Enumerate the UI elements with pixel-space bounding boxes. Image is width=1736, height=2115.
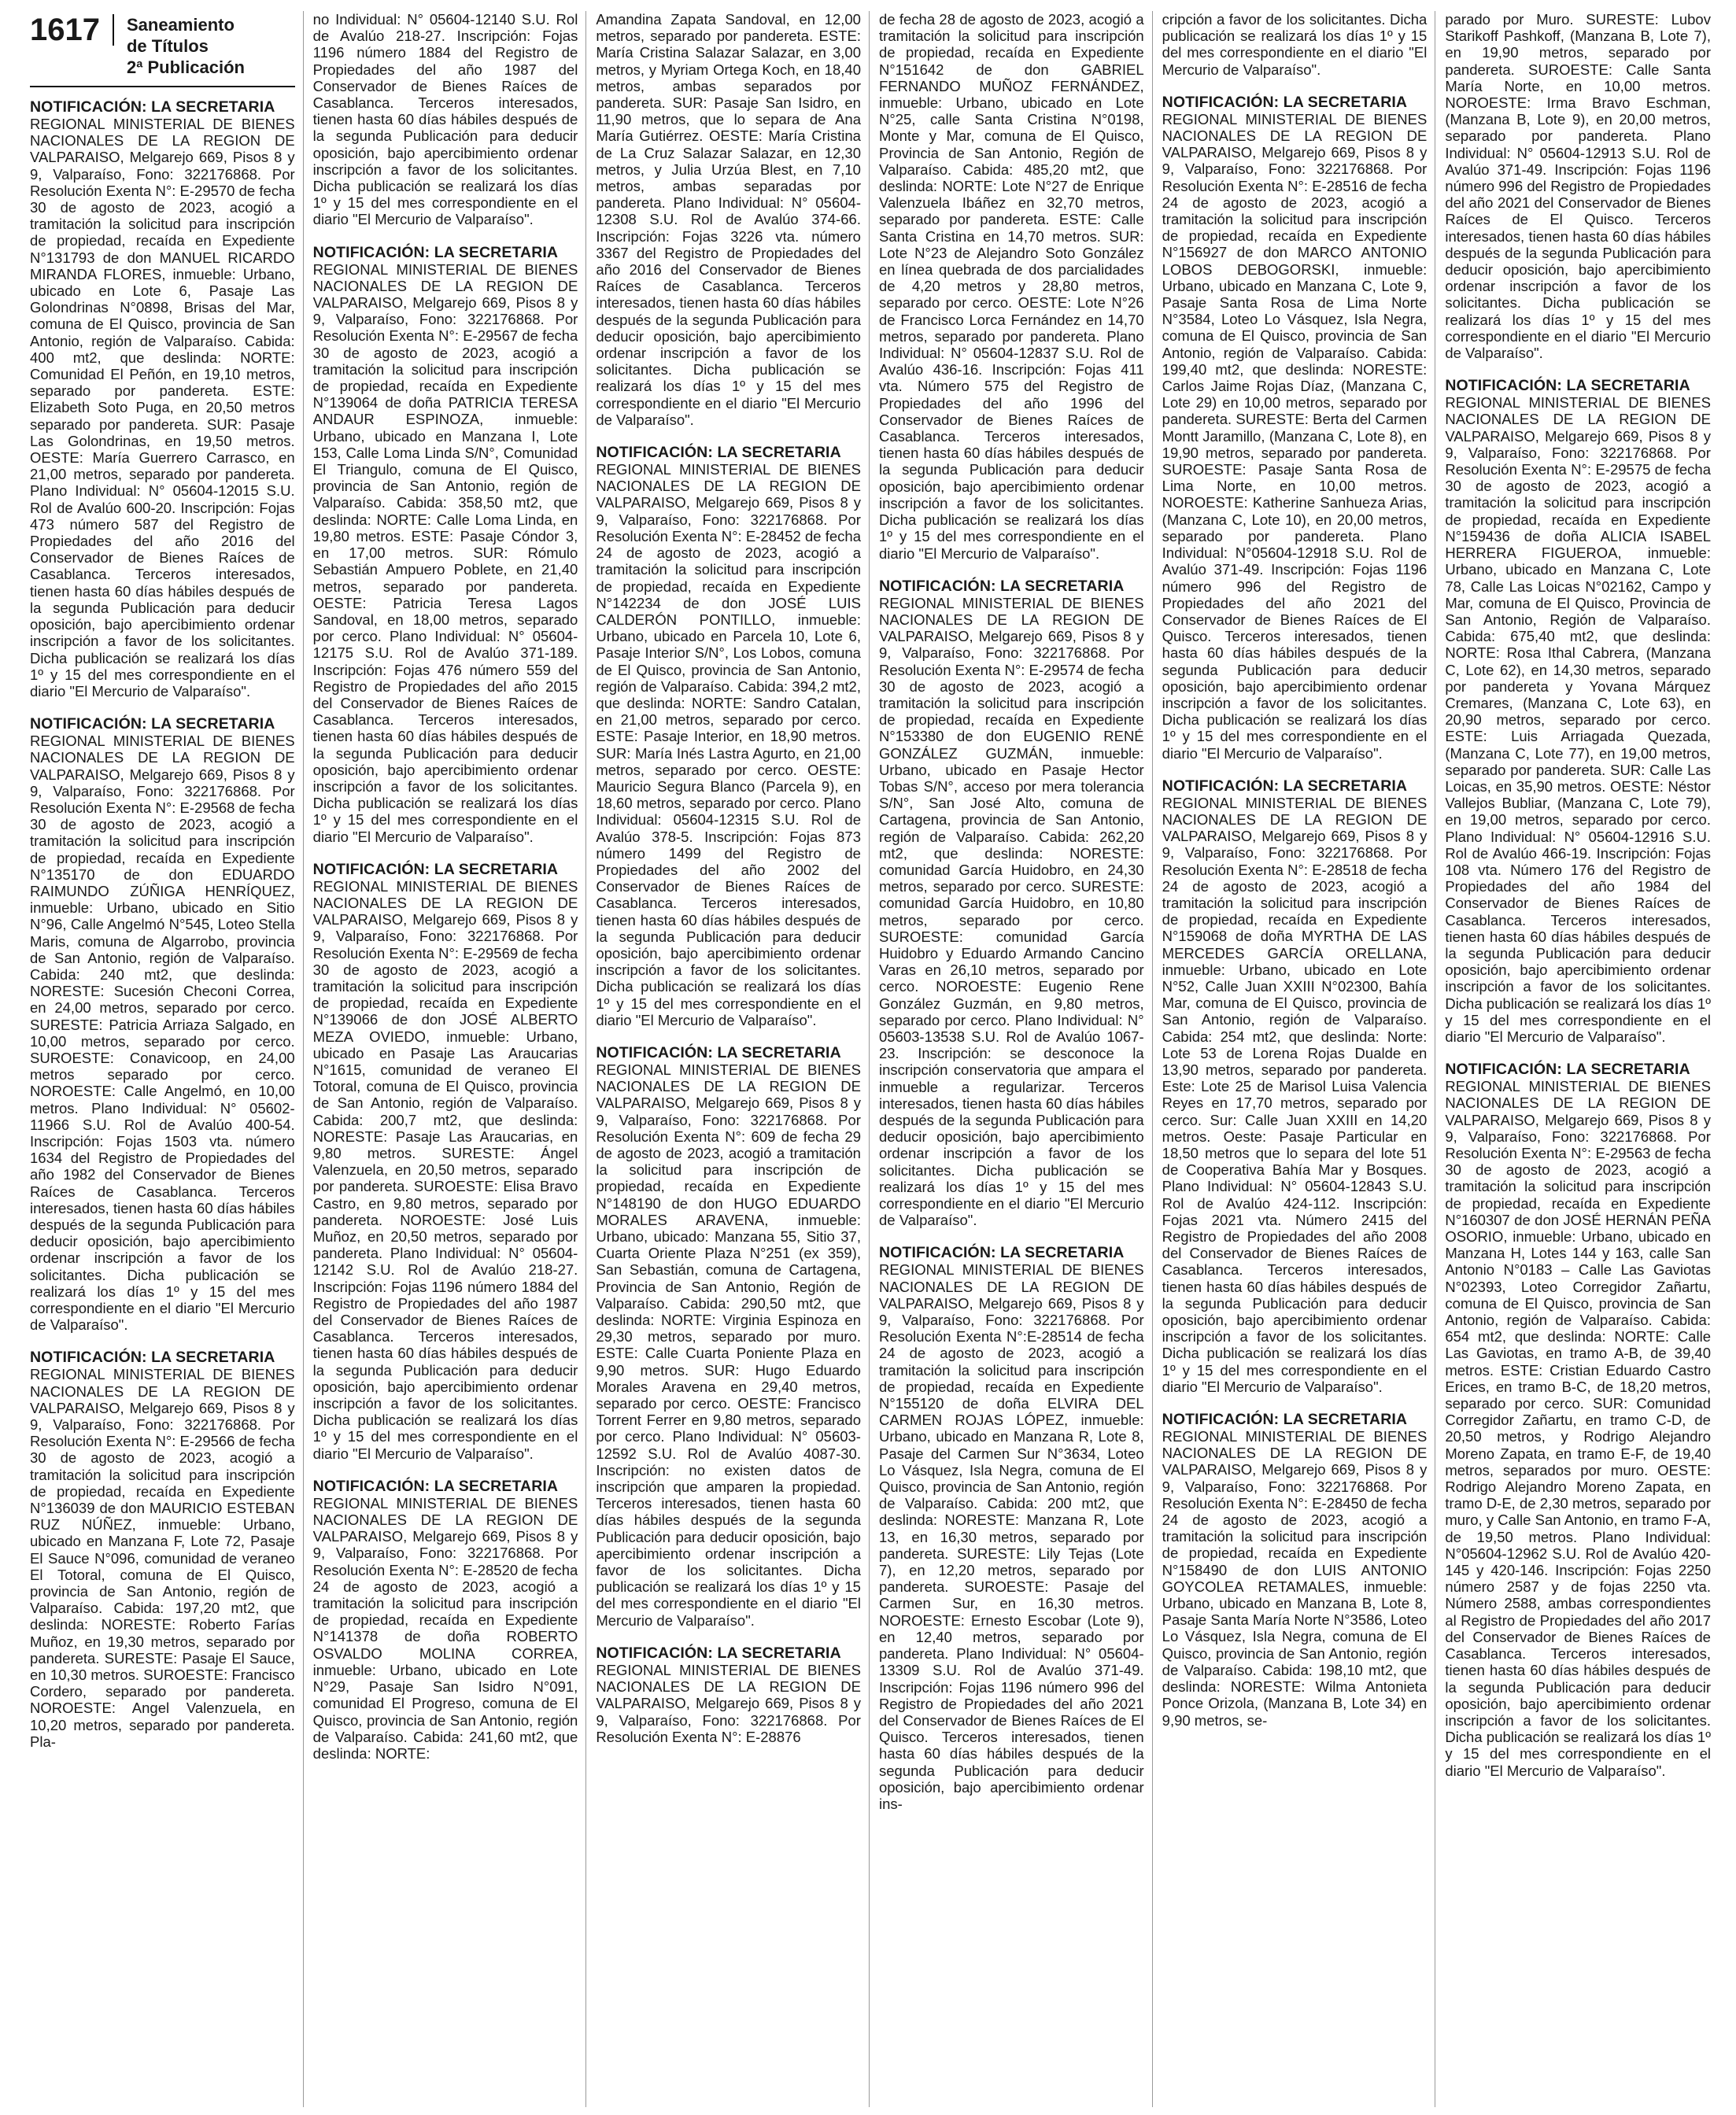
notice-body: REGIONAL MINISTERIAL DE BIENES NACIONALES DE LA REGION DE VALPARAISO, Melgarejo 669, Pisos 8 y 9, Valparaíso, Fono: 322176868. Por Resolución Exenta N°: E-29567 de fecha 30 de agosto de 2023, acogió a tramitación la solicitud para inscripción de propiedad, recaída en Expediente N°139064 de doña PATRICIA TERESA ANDAUR ESPINOZA, inmueble: Urbano, ubicado en Manzana I, Lote 153, Calle Loma Linda S/N°, Comunidad El Triangulo, comuna de El Quisco, provincia de San Antonio, región de Valparaíso. Cabida: 358,50 mt2, que deslinda: NORTE: Calle Loma Linda, en 19,80 metros. ESTE: Pasaje Cóndor 3, en 17,00 metros. SUR: Rómulo Sebastián Ampuero Poblete, en 21,40 metros, separado por pandereta. OESTE: Patricia Teresa Lagos Sandoval, en 18,00 metros, separado por cerco. Plano Individual: N° 05604-12175 S.U. Rol de Avalúo 371-189. Inscripción: Fojas 476 número 559 del Registro de Propiedades del año 2015 del Conservador de Bienes Raíces de Casablanca. Terceros interesados, tienen hasta 60 días hábiles después de la segunda Publicación para deducir oposición, bajo apercibimiento ordenar inscripción a favor de los solicitantes. Dicha publicación se realizará los días 1º y 15 del mes correspondiente en el diario "El Mercurio de Valparaíso". [312, 260, 578, 845]
notice-body: REGIONAL MINISTERIAL DE BIENES NACIONALES DE LA REGION DE VALPARAISO, Melgarejo 669, Pisos 8 y 9, Valparaíso, Fono: 322176868. Por Resolución Exenta N°: 609 de fecha 29 de agosto de 2023, acogió a tramitación la solicitud para inscripción de propiedad, recaída en Expediente N°148190 de don HUGO EDUARDO MORALES ARAVENA, inmueble: Urbano, ubicado: Manzana 55, Sitio 37, Cuarta Oriente Plaza N°251 (ex 359), San Sebastián, comuna de Cartagena, Provincia de San Antonio, Región de Valparaíso. Cabida: 290,50 mt2, que deslinda: NORTE: Virginia Espinoza en 29,30 metros, separado por muro. ESTE: Calle Cuarta Poniente Plaza en 9,90 metros. SUR: Hugo Eduardo Morales Aravena en 29,40 metros, separado por cerco. OESTE: Francisco Torrent Ferrer en 9,80 metros, separado por cerco. Plano Individual: N° 05603-12592 S.U. Rol de Avalúo 4087-30. Inscripción: no existen datos de inscripción que amparen la propiedad. Terceros interesados, tienen hasta 60 días hábiles después de la segunda Publicación para deducir oposición, bajo apercibimiento ordenar inscripción a favor de los solicitantes. Dicha publicación se realizará los días 1º y 15 del mes correspondiente en el diario "El Mercurio de Valparaíso". [596, 1061, 861, 1629]
notice-title: NOTIFICACIÓN: LA SECRETARIA [1162, 777, 1408, 795]
notice-body: REGIONAL MINISTERIAL DE BIENES NACIONALES DE LA REGION DE VALPARAISO, Melgarejo 669, Pisos 8 y 9, Valparaíso, Fono: 322176868. Por Resolución Exenta N°: E-28518 de fecha 24 de agosto de 2023, acogió a tramitación la solicitud para inscripción de propiedad, recaída en Expediente N°159068 de doña MYRTHA DE LAS MERCEDES GARCÍA ORELLANA, inmueble: Urbano, ubicado en Lote N°52, Calle Juan XXIII N°02300, Bahía Mar, comuna de El Quisco, provincia de San Antonio, región de Valparaíso. Cabida: 254 mt2, que deslinda: Norte: Lote 53 de Lorena Rojas Dualde en 13,90 metros, separado por pandereta. Este: Lote 25 de Marisol Luisa Valencia Reyes en 17,70 metros, separado por cerco. Sur: Calle Juan XXIII en 14,20 metros. Oeste: Pasaje Particular en 18,50 metros que lo separa del lote 51 de Cooperativa Bahía Mar y Bosques. Plano Individual: N° 05604-12843 S.U. Rol de Avalúo 424-112. Inscripción: Fojas 2021 vta. Número 2415 del Registro de Propiedades del año 2008 del Conservador de Bienes Raíces de Casablanca. Terceros interesados, tienen hasta 60 días hábiles después de la segunda Publicación para deducir oposición, bajo apercibimiento ordenar inscripción a favor de los solicitantes. Dicha publicación se realizará los días 1º y 15 del mes correspondiente en el diario "El Mercurio de Valparaíso". [1162, 794, 1428, 1395]
notice-title: NOTIFICACIÓN: LA SECRETARIA [1445, 377, 1690, 395]
notice-body: Amandina Zapata Sandoval, en 12,00 metros, separado por pandereta. ESTE: María Cristina Salazar Salazar, en 3,00 metros, y Myriam Ortega Koch, en 18,40 metros, ambas separados por pandereta. SUR: Pasaje San Isidro, en 11,90 metros, que lo separa de Ana María Gutiérrez. OESTE: María Cristina de La Cruz Salazar Salazar, en 12,30 metros, y Julia Urzúa Blest, en 7,10 metros, ambas separadas por pandereta. Plano Individual: N° 05604-12308 S.U. Rol de Avalúo 374-66. Inscripción: Fojas 3226 vta. número 3367 del Registro de Propiedades del año 2016 del Conservador de Bienes Raíces de Casablanca. Terceros interesados, tienen hasta 60 días hábiles después de la segunda Publicación para deducir oposición, bajo apercibimiento ordenar inscripción a favor de los solicitantes. Dicha publicación se realizará los días 1º y 15 del mes correspondiente en el diario "El Mercurio de Valparaíso". [596, 11, 861, 428]
notice-body: REGIONAL MINISTERIAL DE BIENES NACIONALES DE LA REGION DE VALPARAISO, Melgarejo 669, Pisos 8 y 9, Valparaíso, Fono: 322176868. Por Resolución Exenta N°: E-28452 de fecha 24 de agosto de 2023, acogió a tramitación la solicitud para inscripción de propiedad, recaída en Expediente N°142234 de don JOSÉ LUIS CALDERÓN PONTILLO, inmueble: Urbano, ubicado en Parcela 10, Lote 6, Pasaje Interior S/N°, Los Lobos, comuna de El Quisco, provincia de San Antonio, región de Valparaíso. Cabida: 394,2 mt2, que deslinda: NORTE: Sandro Catalan, en 21,00 metros, separado por cerco. ESTE: Pasaje Interior, en 18,90 metros. SUR: María Inés Lastra Agurto, en 21,00 metros, separado por cerco. OESTE: Mauricio Segura Blanco (Parcela 9), en 18,60 metros, separado por cerco. Plano Individual: 05604-12315 S.U. Rol de Avalúo 378-5. Inscripción: Fojas 873 número 1499 del Registro de Propiedades del año 2002 del Conservador de Bienes Raíces de Casablanca. Terceros interesados, tienen hasta 60 días hábiles después de la segunda Publicación para deducir oposición, bajo apercibimiento ordenar inscripción a favor de los solicitantes. Dicha publicación se realizará los días 1º y 15 del mes correspondiente en el diario "El Mercurio de Valparaíso". [596, 461, 861, 1028]
notice-body: de fecha 28 de agosto de 2023, acogió a tramitación la solicitud para inscripción de propiedad, recaída en Expediente N°151642 de don GABRIEL FERNANDO MUÑOZ FERNÁNDEZ, inmueble: Urbano, ubicado en Lote N°25, calle Santa Cristina N°0198, Monte y Mar, comuna de El Quisco, Provincia de San Antonio, Región de Valparaíso. Cabida: 485,20 mt2, que deslinda: NORTE: Lote N°27 de Enrique Valenzuela Ibáñez en 32,70 metros, separado por pandereta. ESTE: Calle Santa Cristina en 14,70 metros. SUR: Lote N°23 de Alejandro Soto González en línea quebrada de dos parcialidades de 4,20 metros y 28,80 metros, separado por cerco. OESTE: Lote N°26 de Francisco Lorca Fernández en 14,70 metros, separado por pandereta. Plano Individual: N° 05604-12837 S.U. Rol de Avalúo 436-16. Inscripción: Fojas 411 vta. Número 575 del Registro de Propiedades del año 1996 del Conservador de Bienes Raíces de Casablanca. Terceros interesados, tienen hasta 60 días hábiles después de la segunda Publicación para deducir oposición, bajo apercibimiento ordenar inscripción a favor de los solicitantes. Dicha publicación se realizará los días 1º y 15 del mes correspondiente en el diario "El Mercurio de Valparaíso". [878, 11, 1144, 562]
notice-body: no Individual: N° 05604-12140 S.U. Rol de Avalúo 218-27. Inscripción: Fojas 1196 número 1884 del Registro de Propiedades del año 1987 del Conservador de Bienes Raíces de Casablanca. Terceros interesados, tienen hasta 60 días hábiles después de la segunda Publicación para deducir oposición, bajo apercibimiento ordenar inscripción a favor de los solicitantes. Dicha publicación se realizará los días 1º y 15 del mes correspondiente en el diario "El Mercurio de Valparaíso". [312, 11, 578, 228]
notice [596, 1644, 861, 1745]
notice [313, 1478, 578, 1762]
notice [30, 98, 295, 699]
notice-title: NOTIFICACIÓN: LA SECRETARIA [878, 577, 1125, 595]
notice [1162, 777, 1428, 1395]
notice-body: REGIONAL MINISTERIAL DE BIENES NACIONALES DE LA REGION DE VALPARAISO, Melgarejo 669, Pisos 8 y 9, Valparaíso, Fono: 322176868. Por Resolución Exenta N°: E-28516 de fecha 24 de agosto de 2023, acogió a tramitación la solicitud para inscripción de propiedad, recaída en Expediente N°156927 de don MARCO ANTONIO LOBOS DEBOGORSKI, inmueble: Urbano, ubicado en Manzana C, Lote 9, Pasaje Santa Rosa de Lima Norte N°3584, Loteo Lo Vásquez, Isla Negra, comuna de El Quisco, provincia de San Antonio, región de Valparaíso. Cabida: 199,40 mt2, que deslinda: NORESTE: Carlos Jaime Rojas Díaz, (Manzana C, Lote 29) en 10,00 metros, separado por pandereta. SURESTE: Berta del Carmen Montt Jaramillo, (Manzana C, Lote 8), en 19,90 metros, separado por pandereta. SUROESTE: Pasaje Santa Rosa de Lima Norte, en 10,00 metros. NOROESTE: Katherine Sanhueza Arias, (Manzana C, Lote 10), en 20,00 metros, separado por pandereta. Plano Individual: N°05604-12918 S.U. Rol de Avalúo 371-49. Inscripción: Fojas 1196 número 996 del Registro de Propiedades del año 2021 del Conservador de Bienes Raíces de El Quisco. Terceros interesados, tienen hasta 60 días hábiles después de la segunda Publicación para deducir oposición, bajo apercibimiento ordenar inscripción a favor de los solicitantes. Dicha publicación se realizará los días 1º y 15 del mes correspondiente en el diario "El Mercurio de Valparaíso". [1162, 110, 1428, 762]
notice-title: NOTIFICACIÓN: LA SECRETARIA [596, 444, 841, 462]
notice [596, 444, 861, 1028]
notice-body: REGIONAL MINISTERIAL DE BIENES NACIONALES DE LA REGION DE VALPARAISO, Melgarejo 669, Pisos 8 y 9, Valparaíso, Fono: 322176868. Por Resolución Exenta N°: E-29563 de fecha 30 de agosto de 2023, acogió a tramitación la solicitud para inscripción de propiedad, recaída en Expediente N°160307 de don JOSÉ HERNÁN PEÑA OSORIO, inmueble: Urbano, ubicado en Manzana H, Lotes 144 y 163, calle San Antonio N°0183 – Calle Las Gaviotas N°02393, Loteo Corregidor Zañartu, comuna de El Quisco, provincia de San Antonio, región de Valparaíso. Cabida: 654 mt2, que deslinda: NORTE: Calle Las Gaviotas, en tramo A-B, de 39,40 metros. ESTE: Cristian Eduardo Castro Erices, en tramo B-C, de 18,20 metros, separado por cerco. SUR: Comunidad Corregidor Zañartu, en tramo C-D, de 20,50 metros, y Rodrigo Alejandro Moreno Zapata, en tramo E-F, de 19,40 metros, separados por muro. OESTE: Rodrigo Alejandro Moreno Zapata, en tramo D-E, de 2,30 metros, separado por muro, y Calle San Antonio, en tramo F-A, de 19,50 metros. Plano Individual: N°05604-12962 S.U. Rol de Avalúo 420-145 y 420-146. Inscripción: Fojas 2250 número 2587 y de fojas 2250 vta. Número 2588, ambas correspondientes al Registro de Propiedades del año 2017 del Conservador de Bienes Raíces de Casablanca. Terceros interesados, tienen hasta 60 días hábiles después de la segunda Publicación para deducir oposición, bajo apercibimiento ordenar inscripción a favor de los solicitantes. Dicha publicación se realizará los días 1º y 15 del mes correspondiente en el diario "El Mercurio de Valparaíso". [1445, 1078, 1711, 1779]
notice-body: REGIONAL MINISTERIAL DE BIENES NACIONALES DE LA REGION DE VALPARAISO, Melgarejo 669, Pisos 8 y 9, Valparaíso, Fono: 322176868. Por Resolución Exenta N°: E-29569 de fecha 30 de agosto de 2023, acogió a tramitación la solicitud para inscripción de propiedad, recaída en Expediente N°139066 de don JOSÉ ALBERTO MEZA OVIEDO, inmueble: Urbano, ubicado en Pasaje Las Araucarias N°1615, comunidad de veraneo El Totoral, comuna de El Quisco, provincia de San Antonio, región de Valparaíso. Cabida: 200,7 mt2, que deslinda: NORESTE: Pasaje Las Araucarias, en 9,80 metros. SURESTE: Ángel Valenzuela, en 20,50 metros, separado por pandereta. SUROESTE: Elisa Bravo Castro, en 9,80 metros, separado por pandereta. NOROESTE: José Luis Muñoz, en 20,50 metros, separado por pandereta. Plano Individual: N° 05604-12142 S.U. Rol de Avalúo 218-27. Inscripción: Fojas 1196 número 1884 del Registro de Propiedades del año 1987 del Conservador de Bienes Raíces de Casablanca. Terceros interesados, tienen hasta 60 días hábiles después de la segunda Publicación para deducir oposición, bajo apercibimiento ordenar inscripción a favor de los solicitantes. Dicha publicación se realizará los días 1º y 15 del mes correspondiente en el diario "El Mercurio de Valparaíso". [312, 877, 578, 1462]
notice-body: REGIONAL MINISTERIAL DE BIENES NACIONALES DE LA REGION DE VALPARAISO, Melgarejo 669, Pisos 8 y 9, Valparaíso, Fono: 322176868. Por Resolución Exenta N°: E-28450 de fecha 24 de agosto de 2023, acogió a tramitación la solicitud para inscripción de propiedad, recaída en Expediente N°158490 de don LUIS ANTONIO GOYCOLEA RETAMALES, inmueble: Urbano, ubicado en Manzana B, Lote 8, Pasaje Santa María Norte N°3586, Loteo Lo Vásquez, Isla Negra, comuna de El Quisco, provincia de San Antonio, región de Valparaíso. Cabida: 198,10 mt2, que deslinda: NORESTE: Wilma Antonieta Ponce Orizola, (Manzana B, Lote 34) en 9,90 metros, se- [1162, 1428, 1428, 1729]
notice [313, 861, 578, 1462]
notice [879, 11, 1144, 562]
column-6 [1445, 11, 1719, 2107]
notice [1445, 11, 1711, 361]
notice-title: NOTIFICACIÓN: LA SECRETARIA [312, 1477, 559, 1495]
column-2 [313, 11, 587, 2107]
section-title-block [127, 14, 245, 78]
section-header [30, 11, 295, 87]
notice-title: NOTIFICACIÓN: LA SECRETARIA [1162, 93, 1408, 111]
notice-title: NOTIFICACIÓN: LA SECRETARIA [1445, 1061, 1690, 1079]
notice-body: REGIONAL MINISTERIAL DE BIENES NACIONALES DE LA REGION DE VALPARAISO, Melgarejo 669, Pisos 8 y 9, Valparaíso, Fono: 322176868. Por Resolución Exenta N°: E-29570 de fecha 30 de agosto de 2023, acogió a tramitación la solicitud para inscripción de propiedad, recaída en Expediente N°131793 de don MANUEL RICARDO MIRANDA FLORES, inmueble: Urbano, ubicado en Lote 6, Pasaje Las Golondrinas N°0898, Brisas del Mar, comuna de El Quisco, provincia de San Antonio, región de Valparaíso. Cabida: 400 mt2, que deslinda: NORTE: Comunidad El Peñón, en 19,10 metros, separado por pandereta. ESTE: Elizabeth Soto Puga, en 20,50 metros separado por pandereta. SUR: Pasaje Las Golondrinas, en 19,50 metros. OESTE: María Guerrero Carrasco, en 21,00 metros, separado por pandereta. Plano Individual: N° 05604-12015 S.U. Rol de Avalúo 600-20. Inscripción: Fojas 473 número 587 del Registro de Propiedades del año 2016 del Conservador de Bienes Raíces de Casablanca. Terceros interesados, tienen hasta 60 días hábiles después de la segunda Publicación para deducir oposición, bajo apercibimiento ordenar inscripción a favor de los solicitantes. Dicha publicación se realizará los días 1º y 15 del mes correspondiente en el diario "El Mercurio de Valparaíso". [30, 116, 295, 699]
notice-body: REGIONAL MINISTERIAL DE BIENES NACIONALES DE LA REGION DE VALPARAISO, Melgarejo 669, Pisos 8 y 9, Valparaíso, Fono: 322176868. Por Resolución Exenta N°: E-29575 de fecha 30 de agosto de 2023, acogió a tramitación la solicitud para inscripción de propiedad, recaída en Expediente N°159436 de doña ALICIA ISABEL HERRERA FIGUEROA, inmueble: Urbano, ubicado en Manzana C, Lote 78, Calle Las Loicas N°02162, Campo y Mar, comuna de El Quisco, Provincia de San Antonio, Región de Valparaíso. Cabida: 675,40 mt2, que deslinda: NORTE: Rosa Ithal Cabrera, (Manzana C, Lote 62), en 14,30 metros, separado por pandereta y Yovana Márquez Cremares, (Manzana C, Lote 63), en 20,90 metros, separado por cerco. ESTE: Luis Arriagada Quezada, (Manzana C, Lote 77), en 19,00 metros, separado por pandereta. SUR: Calle Las Loicas, en 35,90 metros. OESTE: Néstor Vallejos Bubliar, (Manzana C, Lote 79), en 19,00 metros, separado por cerco. Plano Individual: N° 05604-12916 S.U. Rol de Avalúo 466-19. Inscripción: Fojas 108 vta. Número 176 del Registro de Propiedades del año 1984 del Conservador de Bienes Raíces de Casablanca. Terceros interesados, tienen hasta 60 días hábiles después de la segunda Publicación para deducir oposición, bajo apercibimiento ordenar inscripción a favor de los solicitantes. Dicha publicación se realizará los días 1º y 15 del mes correspondiente en el diario "El Mercurio de Valparaíso". [1445, 394, 1711, 1045]
columns-container [30, 11, 1719, 2107]
notice-body: REGIONAL MINISTERIAL DE BIENES NACIONALES DE LA REGION DE VALPARAISO, Melgarejo 669, Pisos 8 y 9, Valparaíso, Fono: 322176868. Por Resolución Exenta N°: E-28520 de fecha 24 de agosto de 2023, acogió a tramitación la solicitud para inscripción de propiedad, recaída en Expediente N°141378 de doña ROBERTO OSVALDO MOLINA CORREA, inmueble: Urbano, ubicado en Lote N°29, Pasaje San Isidro N°091, comunidad El Progreso, comuna de El Quisco, provincia de San Antonio, región de Valparaíso. Cabida: 241,60 mt2, que deslinda: NORTE: [312, 1494, 578, 1762]
notice-title: NOTIFICACIÓN: LA SECRETARIA [30, 1349, 275, 1367]
notice [1162, 11, 1428, 78]
notice-title: NOTIFICACIÓN: LA SECRETARIA [30, 715, 275, 733]
notice-title: NOTIFICACIÓN: LA SECRETARIA [596, 1644, 841, 1662]
notice-title: NOTIFICACIÓN: LA SECRETARIA [312, 243, 559, 261]
notice-title: NOTIFICACIÓN: LA SECRETARIA [596, 1043, 841, 1061]
notice-body: REGIONAL MINISTERIAL DE BIENES NACIONALES DE LA REGION DE VALPARAISO, Melgarejo 669, Pisos 8 y 9, Valparaíso, Fono: 322176868. Por Resolución Exenta N°: E-29566 de fecha 30 de agosto de 2023, acogió a tramitación la solicitud para inscripción de propiedad, recaída en Expediente N°136039 de don MAURICIO ESTEBAN RUZ NÚÑEZ, inmueble: Urbano, ubicado en Manzana F, Lote 72, Pasaje El Sauce N°096, comunidad de veraneo El Totoral, comuna de El Quisco, provincia de San Antonio, región de Valparaíso. Cabida: 197,20 mt2, que deslinda: NORESTE: Roberto Farías Muñoz, en 19,30 metros, separado por pandereta. SURESTE: Pasaje El Sauce, en 10,30 metros. SUROESTE: Francisco Cordero, separado por pandereta. NOROESTE: Angel Valenzuela, en 10,20 metros, separado por pandereta. Pla- [30, 1366, 295, 1750]
notice-title: NOTIFICACIÓN: LA SECRETARIA [30, 98, 275, 116]
notice [1162, 1411, 1428, 1729]
notice-body: parado por Muro. SURESTE: Lubov Starikoff Pashkoff, (Manzana B, Lote 7), en 19,90 metros, separado por pandereta. SUROESTE: Calle Santa María Norte, en 10,00 metros. NOROESTE: Irma Bravo Eschman, (Manzana B, Lote 9), en 20,00 metros, separado por pandereta. Plano Individual: N° 05604-12913 S.U. Rol de Avalúo 371-49. Inscripción: Fojas 1196 número 996 del Registro de Propiedades del año 2021 del Conservador de Bienes Raíces de El Quisco. Terceros interesados, tienen hasta 60 días hábiles después de la segunda Publicación para deducir oposición, bajo apercibimiento ordenar inscripción a favor de los solicitantes. Dicha publicación se realizará los días 1º y 15 del mes correspondiente en el diario "El Mercurio de Valparaíso". [1445, 11, 1711, 362]
notice-title: NOTIFICACIÓN: LA SECRETARIA [878, 1244, 1125, 1262]
notice [596, 11, 861, 428]
notice-body: REGIONAL MINISTERIAL DE BIENES NACIONALES DE LA REGION DE VALPARAISO, Melgarejo 669, Pisos 8 y 9, Valparaíso, Fono: 322176868. Por Resolución Exenta N°: E-29574 de fecha 30 de agosto de 2023, acogió a tramitación la solicitud para inscripción de propiedad, recaída en Expediente N°153380 de don EUGENIO RENÉ GONZÁLEZ GUZMÁN, inmueble: Urbano, ubicado en Pasaje Hector Tobas S/N°, acceso por mera tolerancia S/N°, San José Alto, comuna de Cartagena, provincia de San Antonio, región de Valparaíso. Cabida: 262,20 mt2, que deslinda: NORESTE: comunidad García Huidobro, en 24,30 metros, separado por cerco. SURESTE: comunidad García Huidobro, en 10,80 metros, separado por cerco. SUROESTE: comunidad García Huidobro y Eduardo Armando Cancino Varas en 26,10 metros, separado por cerco. NOROESTE: Eugenio Rene González Guzmán, en 9,80 metros, separado por cerco. Plano Individual: N° 05603-13538 S.U. Rol de Avalúo 1067-23. Inscripción: se desconoce la inscripción conservatoria que ampara el inmueble a regularizar. Terceros interesados, tienen hasta 60 días hábiles después de la segunda Publicación para deducir oposición, bajo apercibimiento ordenar inscripción a favor de los solicitantes. Dicha publicación se realizará los días 1º y 15 del mes correspondiente en el diario "El Mercurio de Valparaíso". [878, 594, 1144, 1229]
notice [313, 244, 578, 845]
column-1 [30, 11, 304, 2107]
column-4 [879, 11, 1153, 2107]
notice-title: NOTIFICACIÓN: LA SECRETARIA [1162, 1411, 1408, 1429]
notice [879, 1244, 1144, 1812]
column-3 [596, 11, 870, 2107]
page-number: 1617 [30, 14, 114, 46]
notice-title: NOTIFICACIÓN: LA SECRETARIA [312, 860, 559, 878]
notice-body: REGIONAL MINISTERIAL DE BIENES NACIONALES DE LA REGION DE VALPARAISO, Melgarejo 669, Pisos 8 y 9, Valparaíso, Fono: 322176868. Por Resolución Exenta N°: E-29568 de fecha 30 de agosto de 2023, acogió a tramitación la solicitud para inscripción de propiedad, recaída en Expediente N°135170 de don EDUARDO RAIMUNDO ZÚÑIGA HENRÍQUEZ, inmueble: Urbano, ubicado en Sitio N°96, Calle Angelmó N°545, Loteo Stella Maris, comuna de Algarrobo, provincia de San Antonio, región de Valparaíso. Cabida: 240 mt2, que deslinda: NORESTE: Sucesión Checoni Correa, en 24,00 metros, separado por cerco. SURESTE: Patricia Arriaza Salgado, en 10,00 metros, separado por cerco. SUROESTE: Conavicoop, en 24,00 metros separado por cerco. NOROESTE: Calle Angelmó, en 10,00 metros. Plano Individual: N° 05602-11966 S.U. Rol de Avalúo 400-54. Inscripción: Fojas 1503 vta. número 1634 del Registro de Propiedades del año 1982 del Conservador de Bienes Raíces de Casablanca. Terceros interesados, tienen hasta 60 días hábiles después de la segunda Publicación para deducir oposición, bajo apercibimiento ordenar inscripción a favor de los solicitantes. Dicha publicación se realizará los días 1º y 15 del mes correspondiente en el diario "El Mercurio de Valparaíso". [30, 733, 295, 1334]
notice [1445, 1061, 1711, 1779]
notice [30, 1349, 295, 1750]
notice [879, 578, 1144, 1229]
notice-body: cripción a favor de los solicitantes. Dicha publicación se realizará los días 1º y 15 del mes correspondiente en el diario "El Mercurio de Valparaíso". [1162, 11, 1428, 78]
column-5 [1162, 11, 1436, 2107]
section-title-line-1: Saneamiento [126, 15, 235, 35]
notice [596, 1044, 861, 1629]
notice [1162, 94, 1428, 762]
notice [1445, 377, 1711, 1045]
notice-body: REGIONAL MINISTERIAL DE BIENES NACIONALES DE LA REGION DE VALPARAISO, Melgarejo 669, Pisos 8 y 9, Valparaíso, Fono: 322176868. Por Resolución Exenta N°: E-28876 [596, 1661, 861, 1745]
notice [30, 715, 295, 1333]
section-subtitle: 2ª Publicación [126, 57, 245, 77]
notice-body: REGIONAL MINISTERIAL DE BIENES NACIONALES DE LA REGION DE VALPARAISO, Melgarejo 669, Pisos 8 y 9, Valparaíso, Fono: 322176868. Por Resolución Exenta N°:E-28514 de fecha 24 de agosto de 2023, acogió a tramitación la solicitud para inscripción de propiedad, recaída en Expediente N°155120 de doña ELVIRA DEL CARMEN ROJAS LÓPEZ, inmueble: Urbano, ubicado en Manzana R, Lote 8, Pasaje del Carmen Sur N°3634, Loteo Lo Vásquez, Isla Negra, comuna de El Quisco, provincia de San Antonio, región de Valparaíso. Cabida: 200 mt2, que deslinda: NORESTE: Manzana R, Lote 13, en 16,30 metros, separado por pandereta. SURESTE: Lily Tejas (Lote 7), en 12,20 metros, separado por pandereta. SUROESTE: Pasaje del Carmen Sur, en 16,30 metros. NOROESTE: Ernesto Escobar (Lote 9), en 12,40 metros, separado por pandereta. Plano Individual: N° 05604-13309 S.U. Rol de Avalúo 371-49. Inscripción: Fojas 1196 número 996 del Registro de Propiedades del año 2021 del Conservador de Bienes Raíces de El Quisco. Terceros interesados, tienen hasta 60 días hábiles después de la segunda Publicación para deducir oposición, bajo apercibimiento ordenar ins- [878, 1261, 1144, 1812]
notice [313, 11, 578, 228]
section-title-line-2: de Títulos [126, 36, 209, 56]
